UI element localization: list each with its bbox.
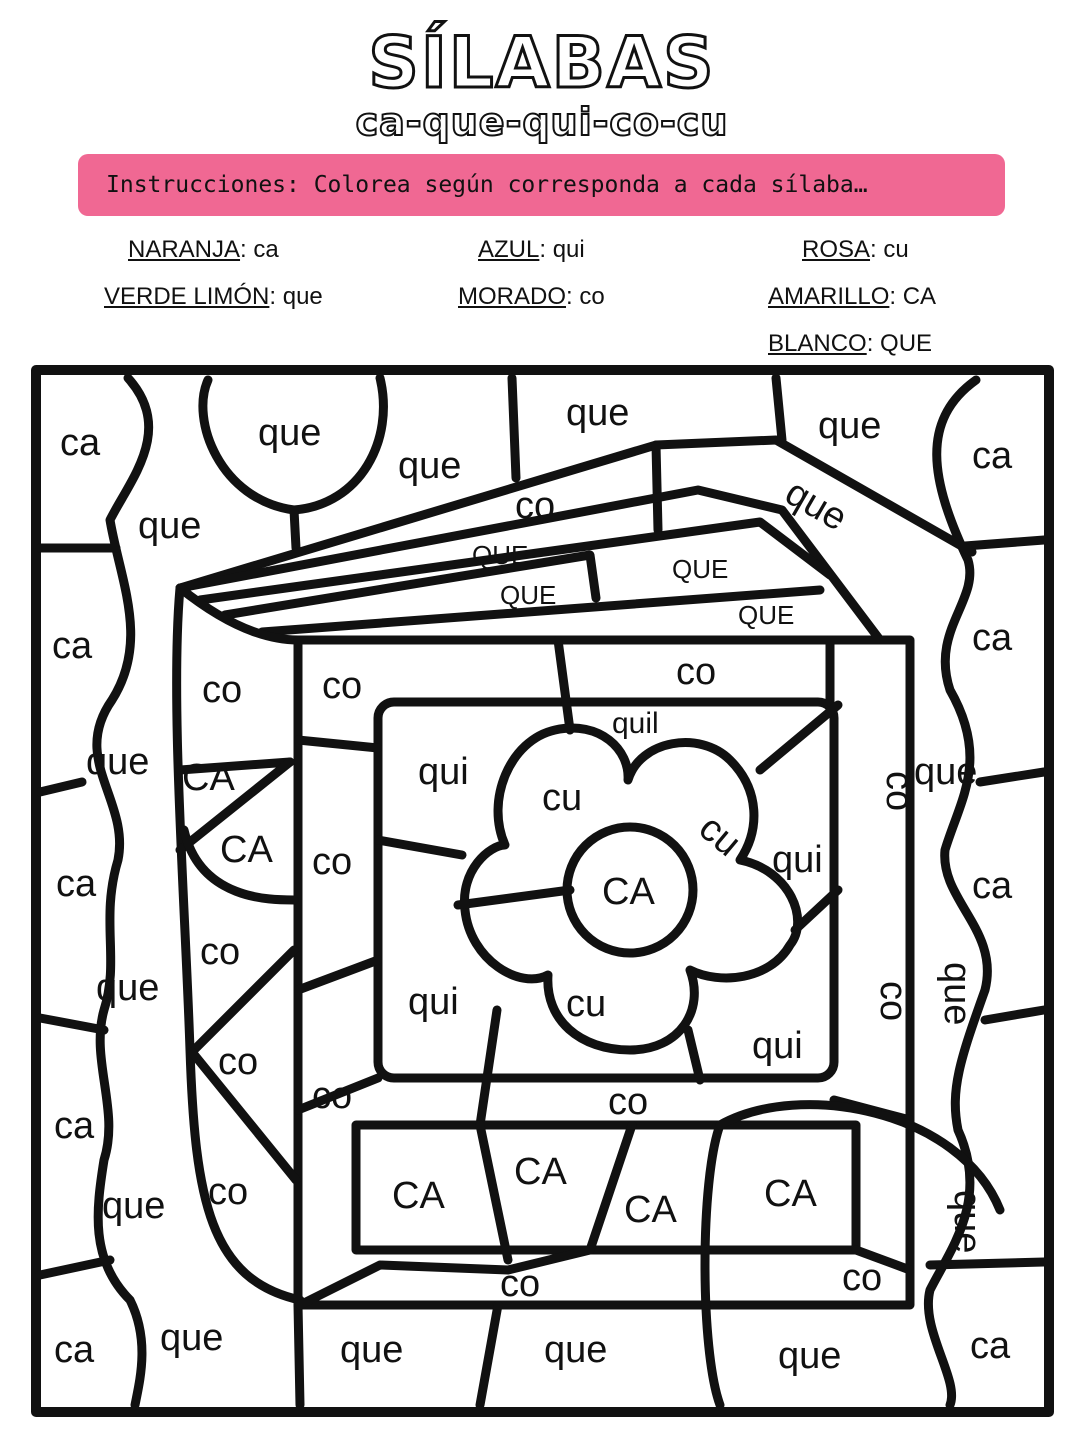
label-ca: ca: [54, 1105, 95, 1147]
label-ca: ca: [56, 863, 97, 905]
label-QUE: QUE: [672, 554, 729, 584]
label-co: co: [312, 841, 353, 883]
key-syllable: CA: [902, 283, 937, 310]
label-cu: cu: [690, 806, 749, 865]
label-que: que: [818, 405, 882, 447]
key-naranja: NARANJA: ca: [128, 236, 279, 263]
label-ca: ca: [54, 1329, 95, 1371]
label-qui: qui: [772, 839, 823, 881]
label-QUE: QUE: [738, 600, 795, 630]
worksheet-subtitle: ca-que-qui-co-cu: [355, 100, 729, 144]
key-blanco: BLANCO: QUE: [768, 330, 933, 357]
label-que: que: [258, 412, 322, 454]
label-que: que: [946, 1190, 988, 1254]
label-que: que: [340, 1329, 404, 1371]
label-cu: cu: [566, 983, 607, 1025]
key-syllable: cu: [883, 236, 909, 263]
key-syllable: co: [579, 283, 605, 310]
label-CA: CA: [182, 757, 235, 799]
key-color: AMARILLO: [768, 283, 890, 310]
label-que: que: [778, 471, 855, 540]
label-ca: ca: [970, 1325, 1011, 1367]
key-color: VERDE LIMÓN: [104, 283, 270, 310]
key-amarillo: AMARILLO: CA: [768, 283, 937, 310]
label-que: que: [102, 1185, 166, 1227]
worksheet-title: SÍLABAS: [368, 22, 716, 104]
label-que: que: [96, 967, 160, 1009]
label-qui: qui: [418, 751, 469, 793]
label-co: co: [322, 665, 363, 707]
label-co: co: [872, 981, 914, 1022]
label-que: que: [86, 741, 150, 783]
label-que: que: [398, 445, 462, 487]
label-que: que: [566, 392, 630, 434]
label-qui: qui: [752, 1025, 803, 1067]
label-co: co: [676, 651, 717, 693]
label-co: co: [218, 1041, 259, 1083]
label-ca: ca: [972, 865, 1013, 907]
label-qui: qui: [408, 981, 459, 1023]
label-co: co: [842, 1257, 883, 1299]
key-syllable: qui: [552, 236, 585, 263]
key-syllable: que: [282, 283, 323, 310]
label-ca: ca: [52, 625, 93, 667]
label-QUE: QUE: [472, 540, 529, 570]
label-ca: ca: [972, 617, 1013, 659]
label-co: co: [515, 485, 556, 527]
label-co: co: [202, 669, 243, 711]
key-color: ROSA: [802, 236, 871, 263]
label-que: que: [138, 505, 202, 547]
label-CA: CA: [392, 1175, 445, 1217]
key-syllable: QUE: [880, 330, 933, 357]
label-QUE: QUE: [500, 580, 557, 610]
key-azul: AZUL: qui: [478, 236, 585, 263]
key-morado: MORADO: co: [458, 283, 605, 310]
key-color: AZUL: [478, 236, 540, 263]
label-co: co: [608, 1081, 649, 1123]
label-co: co: [312, 1075, 353, 1117]
label-co: co: [500, 1263, 541, 1305]
key-color: NARANJA: [128, 236, 241, 263]
label-CA: CA: [602, 871, 655, 913]
label-CA: CA: [220, 829, 273, 871]
label-ca: ca: [972, 435, 1013, 477]
key-verde-limon: VERDE LIMÓN: que: [104, 283, 323, 310]
label-CA: CA: [514, 1151, 567, 1193]
label-que: que: [936, 962, 978, 1026]
label-quil: quil: [612, 707, 659, 740]
key-color: MORADO: [458, 283, 566, 310]
label-co: co: [878, 771, 920, 812]
key-color: BLANCO: [768, 330, 867, 357]
label-que: que: [160, 1317, 224, 1359]
label-co: co: [208, 1171, 249, 1213]
label-co: co: [200, 931, 241, 973]
label-que: que: [914, 751, 978, 793]
key-syllable: ca: [253, 236, 279, 263]
label-que: que: [544, 1329, 608, 1371]
label-CA: CA: [624, 1189, 677, 1231]
label-cu: cu: [542, 777, 583, 819]
instructions-text: Instrucciones: Colorea según corresponda a cada sílaba…: [106, 172, 868, 198]
label-CA: CA: [764, 1173, 817, 1215]
key-rosa: ROSA: cu: [802, 236, 909, 263]
label-ca: ca: [60, 422, 101, 464]
label-que: que: [778, 1335, 842, 1377]
